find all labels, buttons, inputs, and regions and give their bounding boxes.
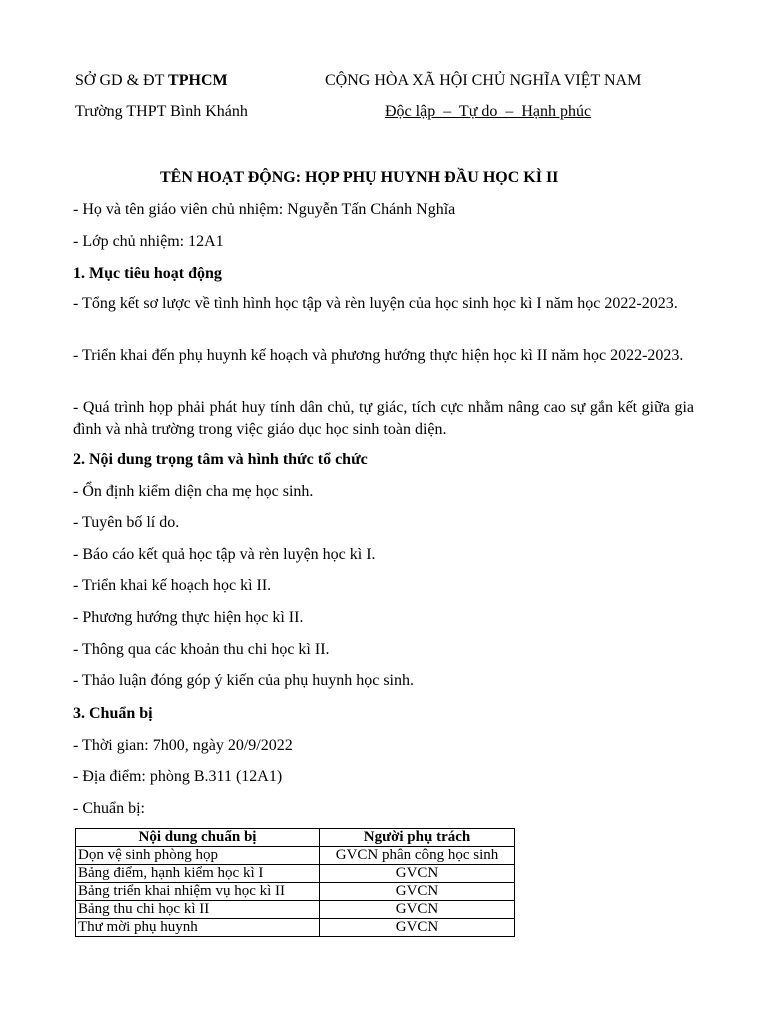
column-header: Nội dung chuẩn bị xyxy=(76,829,320,847)
section2-item: - Báo cáo kết quả học tập và rèn luyện học kì I. xyxy=(73,546,376,563)
column-header: Người phụ trách xyxy=(320,829,515,847)
teacher-line: - Họ và tên giáo viên chủ nhiệm: Nguyễn Tấn Chánh Nghĩa xyxy=(73,201,456,218)
section1-item: - Quá trình họp phải phát huy tính dân chủ, tự giác, tích cực nhằm nâng cao sự gắn kết giữa gia đình và nhà trường trong việc giáo dục học sinh toàn diện. xyxy=(73,399,694,438)
table-header-row xyxy=(76,829,515,847)
place-line: - Địa điểm: phòng B.311 (12A1) xyxy=(73,768,283,785)
table-cell: Thư mời phụ huynh xyxy=(76,919,320,937)
table-cell: GVCN xyxy=(320,919,515,937)
table-cell: Bảng triển khai nhiệm vụ học kì II xyxy=(76,883,320,901)
section1-item: - Tổng kết sơ lược về tình hình học tập và rèn luyện của học sinh học kì I năm học 2022-2023. xyxy=(73,295,678,312)
table-cell: GVCN xyxy=(320,883,515,901)
time-line: - Thời gian: 7h00, ngày 20/9/2022 xyxy=(73,737,293,754)
prep-label: - Chuẩn bị: xyxy=(73,800,145,817)
activity-title: TÊN HOẠT ĐỘNG: HỌP PHỤ HUYNH ĐẦU HỌC KÌ II xyxy=(160,169,559,186)
preparation-table xyxy=(75,828,515,937)
department-prefix: SỞ GD & ĐT xyxy=(75,72,169,89)
table-row xyxy=(76,883,515,901)
table-cell: Bảng thu chi học kì II xyxy=(76,901,320,919)
table-cell: GVCN xyxy=(320,901,515,919)
section1-item: - Triển khai đến phụ huynh kế hoạch và phương hướng thực hiện học kì II năm học 2022-2023. xyxy=(73,347,684,364)
table-row xyxy=(76,847,515,865)
section2-item: - Ổn định kiểm diện cha mẹ học sinh. xyxy=(73,483,314,500)
national-motto: Độc lập – Tự do – Hạnh phúc xyxy=(385,103,592,120)
nation-title: CỘNG HÒA XÃ HỘI CHỦ NGHĨA VIỆT NAM xyxy=(325,72,642,89)
table-cell: Bảng điểm, hạnh kiểm học kì I xyxy=(76,865,320,883)
department-city: TPHCM xyxy=(168,72,228,89)
table-row xyxy=(76,901,515,919)
section2-item: - Thảo luận đóng góp ý kiến của phụ huynh học sinh. xyxy=(73,672,414,689)
table-row xyxy=(76,865,515,883)
table-row xyxy=(76,919,515,937)
table-cell: GVCN phân công học sinh xyxy=(320,847,515,865)
section2-item: - Tuyên bố lí do. xyxy=(73,514,180,531)
section1-heading: 1. Mục tiêu hoạt động xyxy=(73,265,222,282)
class-line: - Lớp chủ nhiệm: 12A1 xyxy=(73,233,224,250)
section2-item: - Phương hướng thực hiện học kì II. xyxy=(73,609,304,626)
section3-heading: 3. Chuẩn bị xyxy=(73,705,153,722)
department-name xyxy=(75,71,228,91)
section2-heading: 2. Nội dung trọng tâm và hình thức tổ chức xyxy=(73,451,368,468)
section2-item: - Thông qua các khoản thu chi học kì II. xyxy=(73,641,330,658)
section2-item: - Triển khai kế hoạch học kì II. xyxy=(73,577,272,594)
school-name: Trường THPT Bình Khánh xyxy=(75,103,248,120)
table-cell: GVCN xyxy=(320,865,515,883)
table-cell: Dọn vệ sinh phòng họp xyxy=(76,847,320,865)
